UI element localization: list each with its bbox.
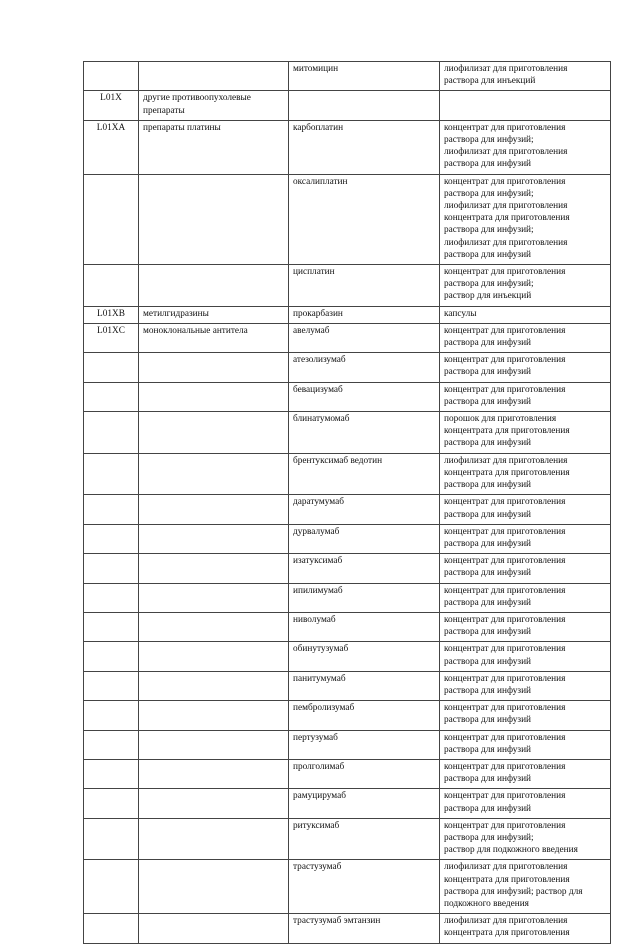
atc-code-cell bbox=[84, 583, 139, 612]
atc-code-cell bbox=[84, 612, 139, 641]
atc-code-cell: L01XC bbox=[84, 323, 139, 352]
drug-name-cell: ритуксимаб bbox=[289, 818, 440, 860]
table-row bbox=[84, 306, 611, 323]
drug-name-cell: трастузумаб bbox=[289, 860, 440, 914]
table-row bbox=[84, 265, 611, 307]
group-name-cell bbox=[139, 583, 289, 612]
group-name-cell: другие противоопухолевые препараты bbox=[139, 91, 289, 120]
table-row bbox=[84, 453, 611, 495]
table-row bbox=[84, 701, 611, 730]
group-name-cell bbox=[139, 789, 289, 818]
atc-code-cell bbox=[84, 554, 139, 583]
table-row bbox=[84, 730, 611, 759]
atc-code-cell bbox=[84, 265, 139, 307]
atc-code-cell bbox=[84, 671, 139, 700]
group-name-cell: препараты платины bbox=[139, 120, 289, 174]
table-row bbox=[84, 495, 611, 524]
table-row bbox=[84, 323, 611, 352]
table-row bbox=[84, 382, 611, 411]
atc-code-cell bbox=[84, 642, 139, 671]
atc-code-cell bbox=[84, 860, 139, 914]
dosage-form-cell: концентрат для приготовления раствора для инфузий bbox=[440, 701, 611, 730]
table-row bbox=[84, 412, 611, 454]
group-name-cell bbox=[139, 612, 289, 641]
drug-name-cell: ниволумаб bbox=[289, 612, 440, 641]
table-row bbox=[84, 91, 611, 120]
group-name-cell: моноклональные антитела bbox=[139, 323, 289, 352]
group-name-cell bbox=[139, 495, 289, 524]
dosage-form-cell: концентрат для приготовления раствора для инфузий bbox=[440, 583, 611, 612]
dosage-form-cell: концентрат для приготовления раствора для инфузий bbox=[440, 671, 611, 700]
atc-code-cell bbox=[84, 789, 139, 818]
drug-table-body bbox=[84, 62, 611, 944]
group-name-cell bbox=[139, 759, 289, 788]
table-row bbox=[84, 554, 611, 583]
group-name-cell bbox=[139, 453, 289, 495]
drug-name-cell: оксалиплатин bbox=[289, 174, 440, 264]
atc-code-cell bbox=[84, 453, 139, 495]
table-row bbox=[84, 642, 611, 671]
dosage-form-cell: концентрат для приготовления раствора для инфузий bbox=[440, 382, 611, 411]
group-name-cell bbox=[139, 671, 289, 700]
table-row bbox=[84, 524, 611, 553]
dosage-form-cell: концентрат для приготовления раствора для инфузий; лиофилизат для приготовления раствора для инфузий bbox=[440, 120, 611, 174]
dosage-form-cell: концентрат для приготовления раствора для инфузий bbox=[440, 612, 611, 641]
atc-code-cell bbox=[84, 524, 139, 553]
group-name-cell bbox=[139, 62, 289, 91]
table-row bbox=[84, 174, 611, 264]
dosage-form-cell: концентрат для приготовления раствора для инфузий; раствор для подкожного введения bbox=[440, 818, 611, 860]
group-name-cell bbox=[139, 554, 289, 583]
group-name-cell bbox=[139, 265, 289, 307]
drug-name-cell: обинутузумаб bbox=[289, 642, 440, 671]
group-name-cell bbox=[139, 818, 289, 860]
dosage-form-cell: концентрат для приготовления раствора для инфузий bbox=[440, 554, 611, 583]
drug-name-cell: ипилимумаб bbox=[289, 583, 440, 612]
drug-name-cell: изатуксимаб bbox=[289, 554, 440, 583]
dosage-form-cell: концентрат для приготовления раствора для инфузий bbox=[440, 730, 611, 759]
group-name-cell bbox=[139, 914, 289, 943]
group-name-cell: метилгидразины bbox=[139, 306, 289, 323]
dosage-form-cell: концентрат для приготовления раствора для инфузий bbox=[440, 789, 611, 818]
dosage-form-cell: концентрат для приготовления раствора для инфузий; раствор для инъекций bbox=[440, 265, 611, 307]
atc-code-cell bbox=[84, 353, 139, 382]
drug-name-cell: карбоплатин bbox=[289, 120, 440, 174]
drug-name-cell: атезолизумаб bbox=[289, 353, 440, 382]
atc-code-cell bbox=[84, 174, 139, 264]
atc-code-cell: L01X bbox=[84, 91, 139, 120]
group-name-cell bbox=[139, 412, 289, 454]
group-name-cell bbox=[139, 174, 289, 264]
atc-code-cell bbox=[84, 914, 139, 943]
dosage-form-cell: лиофилизат для приготовления концентрата для приготовления раствора для инфузий bbox=[440, 453, 611, 495]
table-row bbox=[84, 759, 611, 788]
table-row bbox=[84, 612, 611, 641]
dosage-form-cell: капсулы bbox=[440, 306, 611, 323]
dosage-form-cell: концентрат для приготовления раствора для инфузий bbox=[440, 323, 611, 352]
group-name-cell bbox=[139, 353, 289, 382]
table-row bbox=[84, 62, 611, 91]
atc-code-cell bbox=[84, 495, 139, 524]
dosage-form-cell: лиофилизат для приготовления концентрата для приготовления bbox=[440, 914, 611, 943]
drug-name-cell: рамуцирумаб bbox=[289, 789, 440, 818]
dosage-form-cell bbox=[440, 91, 611, 120]
dosage-form-cell: концентрат для приготовления раствора для инфузий bbox=[440, 524, 611, 553]
group-name-cell bbox=[139, 701, 289, 730]
drug-table bbox=[83, 61, 611, 944]
table-row bbox=[84, 789, 611, 818]
atc-code-cell bbox=[84, 759, 139, 788]
dosage-form-cell: лиофилизат для приготовления концентрата для приготовления раствора для инфузий; раствор для подкожного введения bbox=[440, 860, 611, 914]
dosage-form-cell: порошок для приготовления концентрата для приготовления раствора для инфузий bbox=[440, 412, 611, 454]
drug-name-cell: бевацизумаб bbox=[289, 382, 440, 411]
table-row bbox=[84, 353, 611, 382]
atc-code-cell: L01XB bbox=[84, 306, 139, 323]
drug-name-cell: дурвалумаб bbox=[289, 524, 440, 553]
drug-name-cell: трастузумаб эмтанзин bbox=[289, 914, 440, 943]
table-row bbox=[84, 120, 611, 174]
drug-name-cell: прокарбазин bbox=[289, 306, 440, 323]
atc-code-cell: L01XA bbox=[84, 120, 139, 174]
drug-name-cell bbox=[289, 91, 440, 120]
table-row bbox=[84, 671, 611, 700]
drug-name-cell: цисплатин bbox=[289, 265, 440, 307]
group-name-cell bbox=[139, 524, 289, 553]
drug-name-cell: митомицин bbox=[289, 62, 440, 91]
atc-code-cell bbox=[84, 62, 139, 91]
dosage-form-cell: лиофилизат для приготовления раствора для инъекций bbox=[440, 62, 611, 91]
dosage-form-cell: концентрат для приготовления раствора для инфузий bbox=[440, 495, 611, 524]
atc-code-cell bbox=[84, 730, 139, 759]
table-row bbox=[84, 583, 611, 612]
drug-name-cell: пертузумаб bbox=[289, 730, 440, 759]
dosage-form-cell: концентрат для приготовления раствора для инфузий; лиофилизат для приготовления концентрата для приготовления раствора для инфузий; лиофилизат для приготовления раствора для инфузий bbox=[440, 174, 611, 264]
group-name-cell bbox=[139, 860, 289, 914]
atc-code-cell bbox=[84, 382, 139, 411]
drug-name-cell: даратумумаб bbox=[289, 495, 440, 524]
group-name-cell bbox=[139, 730, 289, 759]
dosage-form-cell: концентрат для приготовления раствора для инфузий bbox=[440, 353, 611, 382]
table-row bbox=[84, 818, 611, 860]
drug-name-cell: блинатумомаб bbox=[289, 412, 440, 454]
dosage-form-cell: концентрат для приготовления раствора для инфузий bbox=[440, 642, 611, 671]
group-name-cell bbox=[139, 642, 289, 671]
atc-code-cell bbox=[84, 701, 139, 730]
drug-name-cell: пембролизумаб bbox=[289, 701, 440, 730]
atc-code-cell bbox=[84, 818, 139, 860]
table-row bbox=[84, 860, 611, 914]
atc-code-cell bbox=[84, 412, 139, 454]
group-name-cell bbox=[139, 382, 289, 411]
dosage-form-cell: концентрат для приготовления раствора для инфузий bbox=[440, 759, 611, 788]
table-row bbox=[84, 914, 611, 943]
drug-name-cell: панитумумаб bbox=[289, 671, 440, 700]
drug-name-cell: брентуксимаб ведотин bbox=[289, 453, 440, 495]
drug-name-cell: пролголимаб bbox=[289, 759, 440, 788]
drug-name-cell: авелумаб bbox=[289, 323, 440, 352]
